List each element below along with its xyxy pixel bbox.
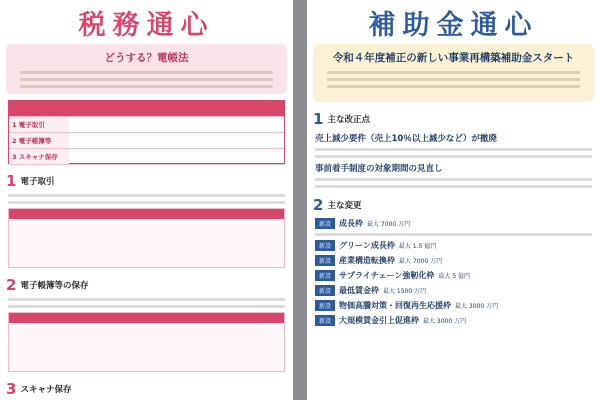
feature-title: どうする？電帳法 [104, 52, 189, 64]
table-row: 1 電子取引 [9, 117, 284, 133]
section-heading: 2 主な変更 [313, 196, 362, 214]
left-feature-box [6, 44, 287, 94]
change-heading: 売上減少要件（売上10％以上減少など）が撤廃 [315, 134, 497, 144]
section-heading: 3 スキャナ保存 [6, 380, 72, 398]
subsidy-item: 新設 大規模賃金引上促進枠 最大 3000 万円 [315, 315, 592, 326]
section-heading: 1 電子取引 [6, 172, 55, 190]
data-table [8, 208, 285, 268]
subsidy-item: 新設 最低賃金枠 最大 1500 万円 [315, 285, 592, 296]
right-page [307, 0, 600, 400]
subsidy-item: 新設 成長枠 最大 7000 万円 [315, 218, 592, 229]
subsidy-item: 新設 物価高騰対策・回復再生応援枠 最大 3000 万円 [315, 300, 592, 311]
left-masthead [0, 0, 293, 44]
feature-title: 令和４年度補正の新しい事業再構築補助金スタート [332, 52, 575, 64]
masthead-title: 税務通心 [78, 9, 215, 41]
subsidy-item: 新設 サプライチェーン強靭化枠 最大 5 億円 [315, 270, 592, 281]
subsidy-item: 新設 産業構造転換枠 最大 7000 万円 [315, 255, 592, 266]
section-heading: 2 電子帳簿等の保存 [6, 276, 89, 294]
subsidy-item: 新設 グリーン成長枠 最大 1.5 億円 [315, 240, 592, 251]
left-page [0, 0, 293, 400]
table-row: 2 電子帳簿等 [9, 133, 284, 149]
table-row: 3 スキャナ保存 [9, 149, 284, 165]
data-table [8, 312, 285, 372]
change-heading: 事前着手制度の対象期間の見直し [315, 164, 443, 174]
section-heading: 1 主な改正点 [313, 110, 370, 128]
masthead-title: 補助金通心 [368, 9, 539, 41]
right-masthead [307, 0, 600, 44]
right-feature-box [313, 44, 594, 102]
summary-table [8, 100, 285, 164]
